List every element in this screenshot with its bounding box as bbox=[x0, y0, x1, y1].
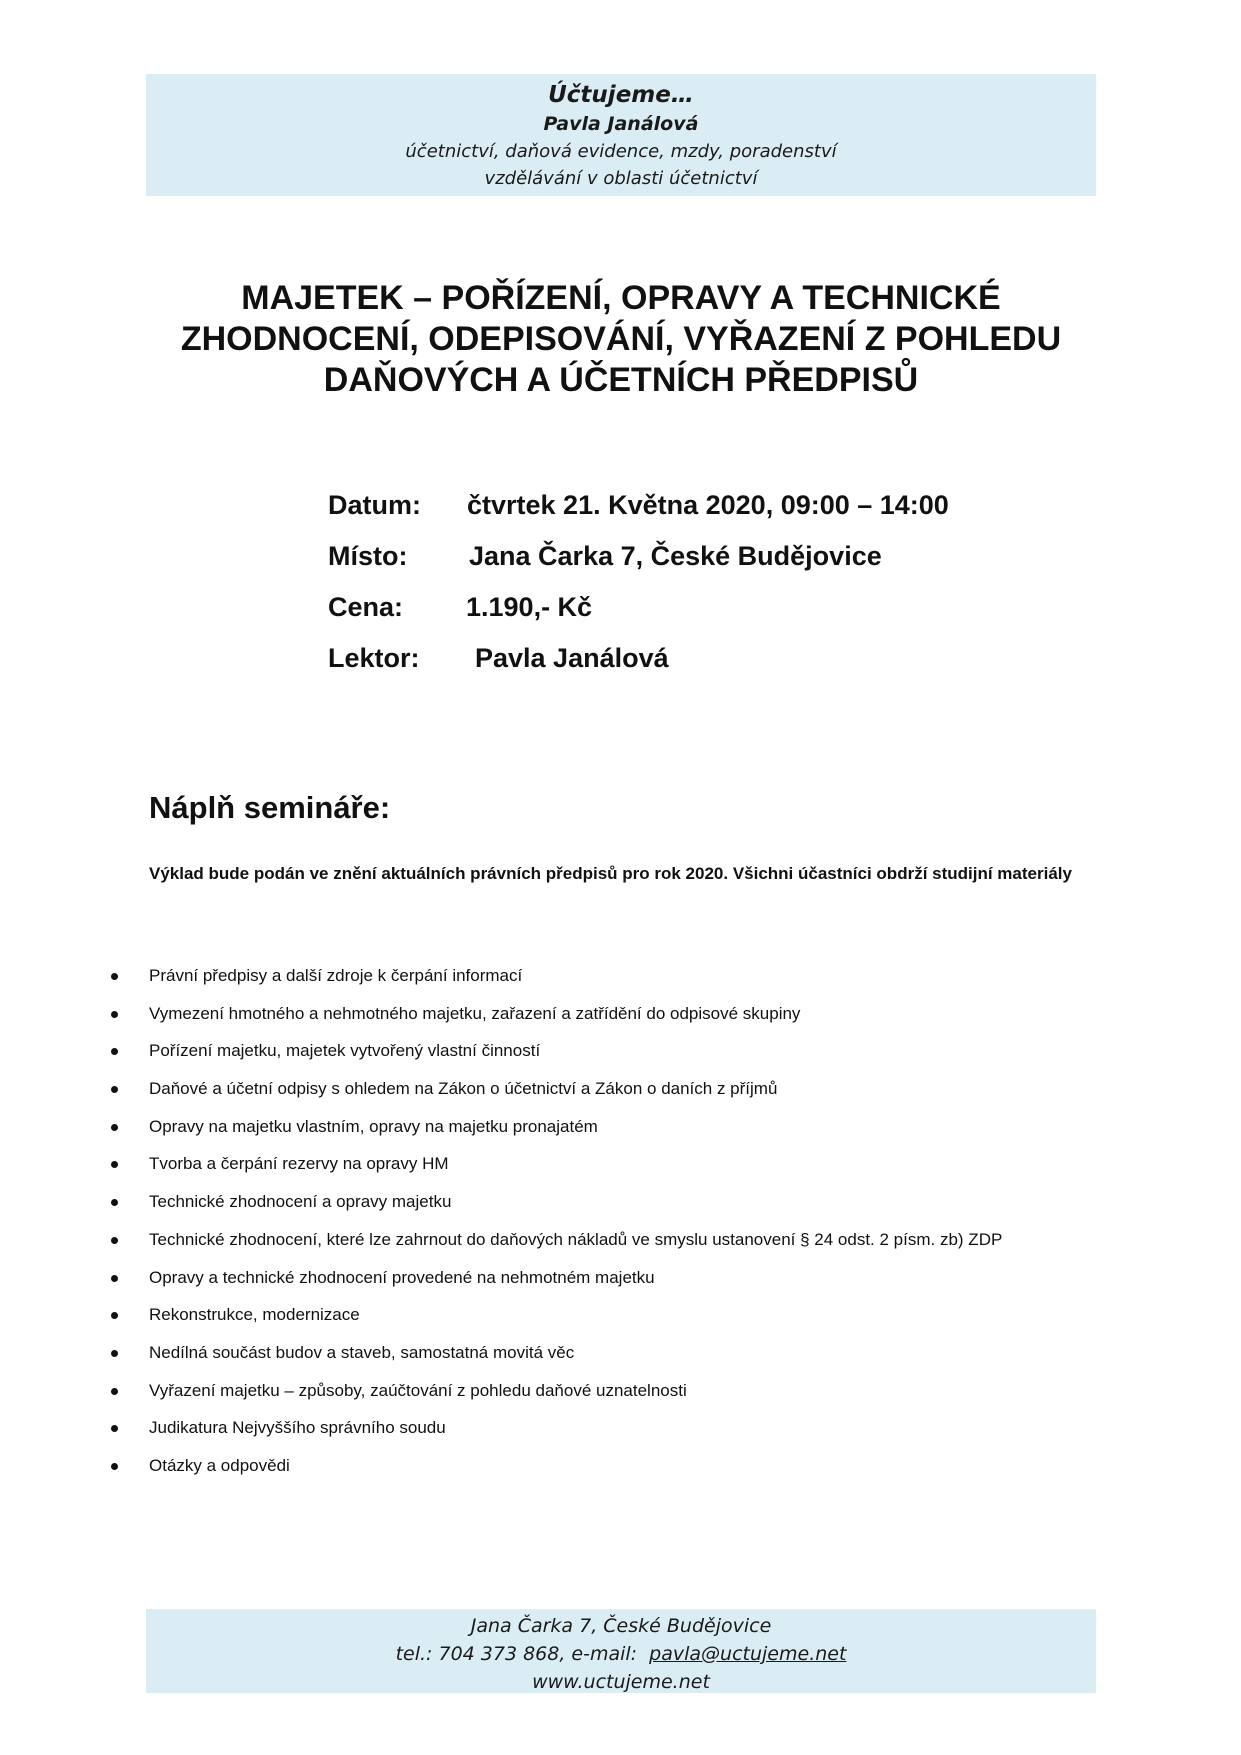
list-item bbox=[108, 1381, 1108, 1419]
bullet-icon bbox=[111, 1048, 118, 1055]
bullet-icon bbox=[111, 1237, 118, 1244]
list-item bbox=[108, 1004, 1108, 1042]
footer-band bbox=[146, 1609, 1096, 1693]
list-item-text: Nedílná součást budov a staveb, samostatná movitá věc bbox=[149, 1342, 575, 1362]
list-item bbox=[108, 1154, 1108, 1192]
footer-contact bbox=[146, 1640, 1096, 1668]
list-item-text: Opravy a technické zhodnocení provedené na nehmotném majetku bbox=[149, 1267, 655, 1287]
list-item bbox=[108, 966, 1108, 1004]
list-item bbox=[108, 1343, 1108, 1381]
price-value: 1.190,- Kč bbox=[466, 592, 593, 622]
company-name: Účtujeme… bbox=[548, 82, 694, 108]
list-item-text: Technické zhodnocení, které lze zahrnout do daňových nákladů ve smyslu ustanovení § 24 odst. 2 písm. zb) ZDP bbox=[149, 1229, 1003, 1249]
list-item bbox=[108, 1268, 1108, 1306]
list-item bbox=[108, 1041, 1108, 1079]
list-item bbox=[108, 1230, 1108, 1268]
list-item bbox=[108, 1305, 1108, 1343]
website-link[interactable]: www.uctujeme.net bbox=[532, 1671, 710, 1693]
list-item bbox=[108, 1192, 1108, 1230]
list-item-text: Technické zhodnocení a opravy majetku bbox=[149, 1192, 452, 1212]
list-item-text: Tvorba a čerpání rezervy na opravy HM bbox=[149, 1154, 449, 1174]
bullet-icon bbox=[111, 1388, 118, 1395]
contact-phone-text: tel.: 704 373 868, e-mail: bbox=[395, 1643, 650, 1665]
bullet-icon bbox=[111, 1312, 118, 1319]
list-item-text: Rekonstrukce, modernizace bbox=[149, 1305, 360, 1325]
title-line-3: DAŇOVÝCH A ÚČETNÍCH PŘEDPISŮ bbox=[323, 361, 919, 399]
list-item bbox=[108, 1079, 1108, 1117]
lecturer-value: Pavla Janálová bbox=[475, 643, 669, 673]
header-band bbox=[146, 74, 1096, 196]
bullet-icon bbox=[111, 1011, 118, 1018]
list-item-text: Opravy na majetku vlastním, opravy na majetku pronajatém bbox=[149, 1116, 598, 1136]
list-item-text: Judikatura Nejvyššího správního soudu bbox=[149, 1418, 446, 1438]
services-line: účetnictví, daňová evidence, mzdy, poradenství bbox=[405, 141, 837, 162]
price-label: Cena: bbox=[328, 592, 404, 622]
topic-list bbox=[108, 966, 1108, 1494]
date-label: Datum: bbox=[328, 490, 421, 520]
list-item bbox=[108, 1418, 1108, 1456]
title-line-2: ZHODNOCENÍ, ODEPISOVÁNÍ, VYŘAZENÍ Z POHLEDU bbox=[180, 320, 1062, 358]
bullet-icon bbox=[111, 1199, 118, 1206]
bullet-icon bbox=[111, 1161, 118, 1168]
bullet-icon bbox=[111, 1124, 118, 1131]
place-label: Místo: bbox=[328, 541, 408, 571]
place-value: Jana Čarka 7, České Budějovice bbox=[469, 541, 882, 571]
title-line-1: MAJETEK – POŘÍZENÍ, OPRAVY A TECHNICKÉ bbox=[241, 279, 1001, 317]
bullet-icon bbox=[111, 973, 118, 980]
list-item-text: Vymezení hmotného a nehmotného majetku, zařazení a zatřídění do odpisové skupiny bbox=[149, 1003, 801, 1023]
owner-name: Pavla Janálová bbox=[543, 113, 699, 135]
list-item bbox=[108, 1117, 1108, 1155]
date-value: čtvrtek 21. Května 2020, 09:00 – 14:00 bbox=[467, 490, 949, 520]
bullet-icon bbox=[111, 1275, 118, 1282]
list-item bbox=[108, 1456, 1108, 1494]
bullet-icon bbox=[111, 1086, 118, 1093]
bullet-icon bbox=[111, 1350, 118, 1357]
footer-address: Jana Čarka 7, České Budějovice bbox=[470, 1615, 772, 1637]
page-title bbox=[146, 278, 1096, 401]
list-item-text: Právní předpisy a další zdroje k čerpání informací bbox=[149, 966, 523, 985]
bullet-icon bbox=[111, 1425, 118, 1432]
list-item-text: Pořízení majetku, majetek vytvořený vlastní činností bbox=[149, 1041, 541, 1061]
intro-text: Výklad bude podán ve znění aktuálních právních předpisů pro rok 2020. Všichni účastníci obdrží studijní materiály bbox=[149, 864, 1072, 883]
list-item-text: Vyřazení majetku – způsoby, zaúčtování z pohledu daňové uznatelnosti bbox=[149, 1380, 687, 1400]
section-heading: Náplň semináře: bbox=[149, 790, 391, 825]
education-line: vzdělávání v oblasti účetnictví bbox=[484, 168, 758, 189]
list-item-text: Otázky a odpovědi bbox=[149, 1455, 290, 1475]
lecturer-label: Lektor: bbox=[328, 643, 420, 673]
bullet-icon bbox=[111, 1463, 118, 1470]
email-link[interactable]: pavla@uctujeme.net bbox=[649, 1643, 847, 1665]
list-item-text: Daňové a účetní odpisy s ohledem na Zákon o účetnictví a Zákon o daních z příjmů bbox=[149, 1079, 778, 1099]
